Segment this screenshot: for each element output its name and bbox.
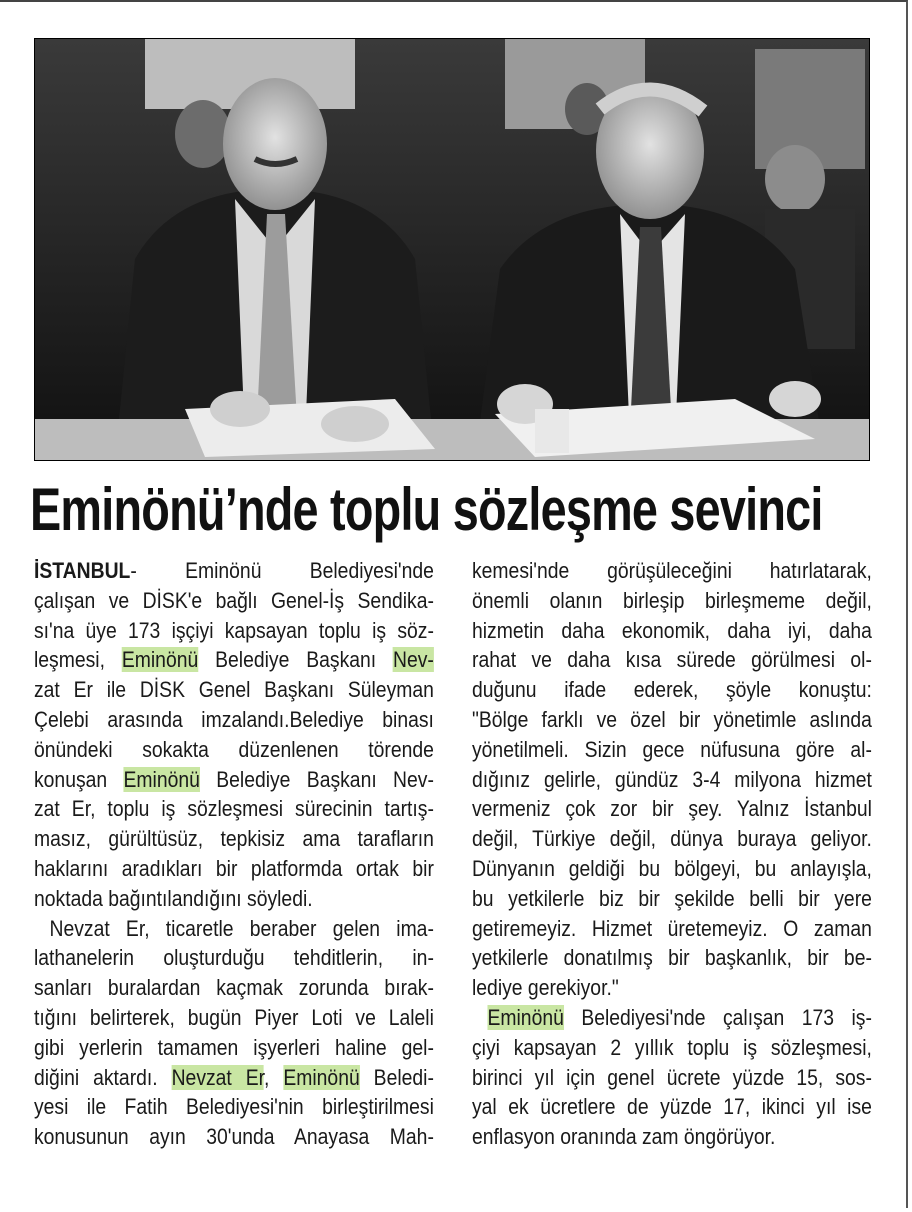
text-line	[472, 645, 872, 675]
text-segment: konusunun ayın 30'unda Anayasa Mah-	[34, 1124, 434, 1150]
article-column-left	[34, 556, 434, 1152]
text-segment: lathanelerin oluşturduğu tehditlerin, in-	[34, 945, 434, 971]
article-column-right	[472, 556, 872, 1152]
text-segment: Belediyesi'nde çalışan 173 iş-	[563, 1004, 872, 1030]
text-line	[34, 973, 434, 1003]
text-segment: noktada bağıntılandığını söyledi.	[34, 885, 313, 911]
text-segment: haklarını aradıkları bir platformda ortak bir	[34, 855, 434, 881]
text-line	[472, 1122, 872, 1152]
text-line	[472, 675, 872, 705]
text-line	[34, 705, 434, 735]
highlighted-name: Nev-	[393, 647, 434, 673]
text-segment: sı'na üye 173 işçiyi kapsayan toplu iş söz-	[34, 617, 434, 643]
text-line	[472, 556, 872, 586]
text-segment: masız, gürültüsüz, tepkisiz ama tarafların	[34, 826, 434, 852]
text-line	[34, 1033, 434, 1063]
text-segment: lediye gerekiyor."	[472, 975, 619, 1001]
text-segment: birinci yıl için genel ücrete yüzde 15, sos-	[472, 1064, 872, 1090]
text-line	[34, 675, 434, 705]
text-segment: yal ek ücretlere de yüzde 17, ikinci yıl ise	[472, 1094, 872, 1120]
text-segment: konuşan	[34, 766, 124, 792]
text-segment: Beledi-	[359, 1064, 434, 1090]
news-photo	[34, 38, 870, 461]
photo-two-officials-signing	[35, 39, 869, 460]
text-line	[34, 914, 434, 944]
text-line	[472, 1033, 872, 1063]
text-line	[472, 616, 872, 646]
text-line	[34, 884, 434, 914]
text-line	[34, 586, 434, 616]
text-line	[34, 645, 434, 675]
text-segment: önemli olanın birleşip birleşmeme değil,	[472, 587, 872, 613]
text-line	[34, 794, 434, 824]
text-line	[34, 616, 434, 646]
text-segment: - Eminönü Belediyesi'nde	[130, 558, 434, 583]
text-line	[472, 705, 872, 735]
text-line	[472, 824, 872, 854]
text-line	[472, 854, 872, 884]
text-segment: çalışan ve DİSK'e bağlı Genel-İş Sendika-	[34, 587, 434, 613]
text-segment: kemesi'nde görüşüleceğini hatırlatarak,	[472, 558, 872, 583]
text-segment: vermeniz çok zor bir şey. Yalnız İstanbul	[472, 796, 872, 822]
text-segment: bu yetkilerle biz bir şekilde belli bir yere	[472, 885, 872, 911]
text-segment: Nevzat Er, ticaretle beraber gelen ima-	[49, 915, 434, 941]
text-segment: zat Er ile DİSK Genel Başkanı Süleyman	[34, 677, 434, 703]
text-segment: hizmetin daha ekonomik, daha iyi, daha	[472, 617, 872, 643]
text-segment: zat Er, toplu iş sözleşmesi sürecinin tartış-	[34, 796, 434, 822]
dateline: İSTANBUL	[34, 558, 131, 583]
text-line	[472, 973, 872, 1003]
text-segment: dığınız gelirle, gündüz 3-4 milyona hizmet	[472, 766, 872, 792]
text-segment: çiyi kapsayan 2 yıllık toplu iş sözleşmesi,	[472, 1034, 872, 1060]
text-line	[472, 1092, 872, 1122]
text-line	[34, 1063, 434, 1093]
text-segment: enflasyon oranında zam öngörüyor.	[472, 1124, 776, 1150]
text-segment: duğunu ifade ederek, şöyle konuştu:	[472, 677, 872, 703]
text-line	[34, 1122, 434, 1152]
text-segment: diğini aktardı.	[34, 1064, 172, 1090]
text-line	[472, 794, 872, 824]
text-segment: "Bölge farklı ve özel bir yönetimle aslında	[472, 706, 872, 732]
text-segment: önündeki sokakta düzenlenen törende	[34, 736, 434, 762]
text-line	[34, 1003, 434, 1033]
text-line	[34, 854, 434, 884]
text-segment: değil, Türkiye değil, dünya buraya geliyor.	[472, 826, 872, 852]
text-segment: yesi ile Fatih Belediyesi'nin birleştirilmesi	[34, 1094, 434, 1120]
highlighted-name: Eminönü	[283, 1064, 360, 1090]
text-line	[472, 1003, 872, 1033]
text-line	[34, 824, 434, 854]
text-segment: tığını belirterek, bugün Piyer Loti ve Laleli	[34, 1004, 434, 1030]
text-segment: rahat ve daha kısa sürede görülmesi ol-	[472, 647, 872, 673]
text-segment: gibi yerlerin tamamen işyerleri haline gel-	[34, 1034, 434, 1060]
text-line	[34, 556, 434, 586]
text-line	[34, 735, 434, 765]
text-line	[472, 586, 872, 616]
text-segment: getiremeyiz. Hizmet üretemeyiz. O zaman	[472, 915, 872, 941]
text-line	[34, 765, 434, 795]
text-line	[472, 884, 872, 914]
text-segment: yetkilerle donatılmış bir başkanlık, bir be-	[472, 945, 872, 971]
text-line	[472, 914, 872, 944]
highlighted-name: Eminönü	[121, 647, 199, 673]
text-segment: Çelebi arasında imzalandı.Belediye binası	[34, 706, 434, 732]
highlighted-name: Eminönü	[487, 1004, 564, 1030]
text-line	[472, 735, 872, 765]
article-headline: Eminönü’nde toplu sözleşme sevinci	[30, 476, 823, 543]
text-line	[472, 1063, 872, 1093]
text-segment: Dünyanın geldiği bu bölgeyi, bu anlayışla,	[472, 855, 872, 881]
text-segment: Belediye Başkanı Nev-	[199, 766, 434, 792]
text-segment: yönetilmeli. Sizin gece nüfusuna göre al-	[472, 736, 872, 762]
highlighted-name: Eminönü	[123, 766, 200, 792]
text-line	[472, 765, 872, 795]
text-line	[472, 943, 872, 973]
text-segment: sanları buralardan kaçmak zorunda bırak-	[34, 975, 434, 1001]
text-line	[34, 1092, 434, 1122]
text-line	[34, 943, 434, 973]
text-segment: ,	[264, 1064, 284, 1090]
text-segment: leşmesi,	[34, 647, 122, 673]
highlighted-name: Nevzat Er	[171, 1064, 265, 1090]
text-segment: Belediye Başkanı	[198, 647, 394, 673]
